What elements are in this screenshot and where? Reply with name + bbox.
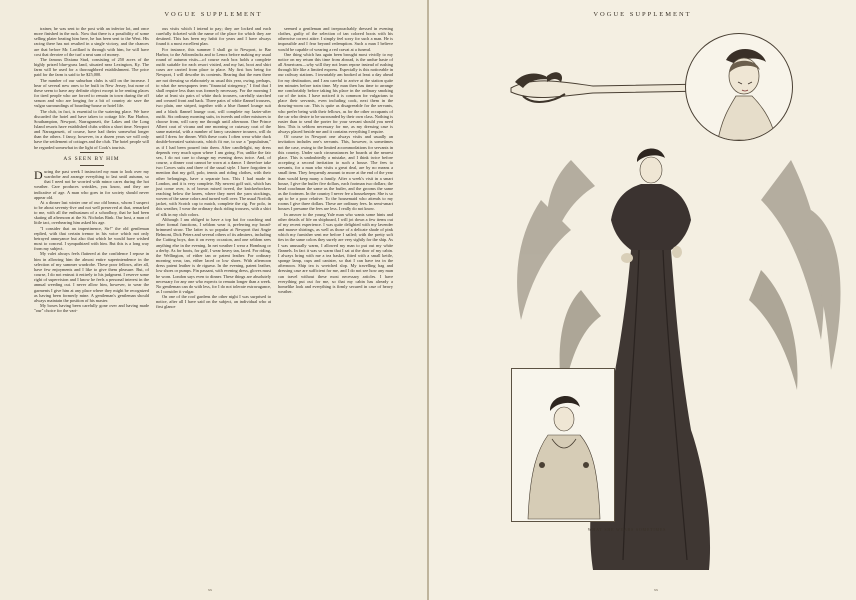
running-head: VOGUE SUPPLEMENT [164,11,263,18]
text-column-2 [156,26,271,574]
section-title: AS SEEN BY HIM [63,155,120,162]
paragraph-list [156,26,271,310]
section-rule [80,152,104,153]
column-1-bottom-paragraphs [34,169,149,313]
paragraph: The number of our suburban clubs is still on the increase. I hear of several new ones to be built in New Jersey, but none of these seem to have any definite object except to be renting places for tired people who are forced to remain in town during the off season and who are longing for a bit of country air save the vulgar surroundings of boarding-house or hotel life. [34,77,149,109]
paragraph: uring the past week I instructed my man to look over my wardrobe and arrange everything to last until autumn, so that I need not be worried with minor cares during the hot weather. Care produces wrinkles, you know, and they are indicative of age. A man who goes in for society should never appear old. [34,168,149,200]
illustration-caption: WHAT SHE WEARS SOMETIMES [587,527,667,532]
left-page [0,0,427,600]
framed-sketch [511,368,615,522]
running-head: VOGUE SUPPLEMENT [593,11,692,18]
paragraph: The club, in fact, is essential to the watering place. We have discarded the hotel and have taken to cottage life. Bar Harbor, Southampton, Newport, Narragansett, the Lakes and the Long Island resorts have established clubs within a short time. Newport and Narragansett, of course, have had theirs somewhat longer than the others. I fancy, however, in a dozen years we will only have the settlement of cottages and the club. The hotel people will be regarded somewhat in the light of Cook's tourists. [34,108,149,150]
paragraph-list [278,26,393,294]
right-page [429,0,856,600]
paragraph: trainer, he was sent to the post with an inferior lot, and once more finished in the ruck. Now that there is a possibility of some selling plater beating him here, he has been sent to the West. His racing there has not resulted in a single victory, and the chances are that before Mr. Lorillard is through with him, he will have cost that devotee of the turf a neat sum of money. [34,26,149,57]
paragraph: My boxes having been carefully gone over and having made "our" choice for the vari- [34,302,149,314]
text-column-1 [34,26,149,574]
paragraph: On one of the roof gardens the other night I was surprised to notice, after all I have said on the subject, an individual who at first glance [156,294,271,310]
paragraph: In answer to the young Yale man who wants some hints and other details of life on shipboard, I will jot down a few items out of my recent experience. I was quite delighted with my lavender and mauve shirtings, as well as those of a delicate shade of pink which my furnisher sent me before I sailed; with the pretty soft ties in the same colors they surely are very sightly for the ship. As I was unusually warm, I allowed my man to put out my white flannels. In fact it was so warm that I sat at the door of my cabin. I always bring with me a tea basket, fitted with a small kettle, sponge lamp, cups and canister, so that I can have tea in the afternoon. Ship tea is wretched slop. My travelling bag and dressing case are sufficient for me, and I do not see how any man can travel without these most necessary articles. I have everything put out for me, so that my cabin has already a homelike look and everything is firmly secured in case of heavy weather. [278,211,393,294]
paragraph: One thing which has again been brought most vividly to my notice on my return this time from abroad, is the undue haste of all Americans—why will they not learn repose instead of rushing through life like a limited express. Especially is this noticeable in our railway stations. I invariably am booked at least a day ahead for my destination, and I am careful to arrive at the station quite ten minutes before train time. My man then has time to arrange me comfortably before taking his place in the ordinary smoking car of the train. I have noticed it is common for vulgarians to place their servants, even including cook, next them in the drawing-room car. This is quite as disagreeable for the servants, who prefer being with their fellows, as for the other occupants of the car who desire to be surrounded by their own class. Nothing is easier than to send the porter for your servant should you need him. This is seldom necessary for me, as my dressing case is always placed beside me and it contains everything I require. [278,51,393,135]
page-number: xx [208,587,212,592]
paragraph: For instance, this summer I shall go to Newport, to Bar Harbor, to the Adirondacks and to Lenox before making my usual round of autumn visits—of course each box holds a complete outfit suitable for each resort visited, and my hat, boot and shirt cases are carried from place to place. My first box being for Newport, I will describe its contents. Bearing that the men there are not dressing so elaborately as usual this year, owing, perhaps, to what the newspapers term "financial stringency," I find that I shall require less than was formerly necessary. For the morning I take at least six pairs of white duck trousers, carefully starched and creased front and back. Three pairs of white flannel trousers, two plain, one striped, together with a blue flannel lounge suit and a black flannel lounge coat, will complete my lazier-after outfit. Six ordinary morning suits, in tweeds and other mixtures to choose from, will carry me through until afternoon. One Prince Albert coat of vicuna and one morning or cutaway coat of the same material, with a number of fancy cassimere trousers, will do until I dress for dinner. With these coats I often wear white duck double-breasted waistcoats, which fit me, to use a "populatism," as if I had been poured into them. After candlelight, my dress depends very much upon where I am going. For, unlike the fair sex, I do not care to change my evening dress twice. And, of course, a dinner coat cannot be worn at a dance. I therefore take two Cowes suits and three of the usual style. I have forgotten to mention that my golf, polo, tennis and riding clothes, with their other belongings, have a separate box. This I had made in London, and it is very complete. My newest golf suit, which has just come over, is of brown mixed tweed, the knickerbockers reaching below the knees, where they meet the yarn stockings, woven of the same colors and turned well over. The usual Norfolk jacket, with Scotch cap to match, complete the rig. For polo, in this weather, I wear the ordinary duck riding trousers, with a shirt of silk in my club colors. [156,46,271,217]
paragraph-list [34,200,149,313]
section-rule [80,165,104,166]
paragraph: Although I am obliged to have a top hat for coaching and other formal functions, I seldom wear it, preferring my broad-brimmed straw. The latter is so popular at Newport that Angie Belmont, Dick Peters and several others of its admirers, including the Cutting boys, don it on every occasion, and one seldom sees anything else in the evening. In net weather I wear a Homburg or a derby. As for boots, for golf, I wear heavy tan, laced. For riding, the Wellington, of either tan or patent leather. For ordinary morning wear, tan, either laced or low shoes. With afternoon dress patent leather is de rigueur. In the evening, patent leather, low shoes or pumps. Fin passant, with evening dress, gloves must be worn. London says even to dinner. These things are absolutely necessary for any one who expects to remain longer than a week. No gentleman can do with less, for I do not tolerate extravagance, as I consider it vulgar. [156,216,271,294]
paragraph: ous visits which I intend to pay; they are locked and each carefully ticketed with the name of the place for which they are destined. This has been my habit for years and I have always found it a most excellent plan. [156,26,271,47]
paragraph: seemed a gentleman and irreproachably dressed in evening clothes, guilty of the selection of tan colored boots with his otherwise correct attire. I simply feel sorry for such a man. He is impossible and I fear beyond redemption. Such a man I believe would be capable of wearing a red cravat at a funeral. [278,26,393,52]
paragraph: Of course in Newport one always visits and usually an invitation includes one's servants. This, however, is sometimes not the case, owing to the limited accommodations for servants in this country. Under such circumstances he boards at the nearest place. This is undoubtedly a mistake, and I think twice before accepting a second invitation to such a house. The fees to servants, for a man who visits a great deal, are by no means a small item. They frequently amount to more at the end of the year than would keep many a family. After a week's visit in a smart house, I give the butler five dollars, each footman two dollars; the head coachman the same as the butler, and the grooms the same as the footmen. In the country I never fee a housekeeper. She is so apt to be a poor relative. To the housemaid who attends to my rooms I give three dollars. These are ordinary fees. In semi-smart houses I presume the fees are less. I really do not know. [278,134,393,212]
column-1-top-paragraphs [34,26,149,150]
paragraph: At a dinner last winter one of our old beaux, whom I suspect to be about seventy-five and not well preserved at that, remarked to me, with all the enthusiasm of a schoolboy, that he had been skating all afternoon at the St. Nicholas Rink. Our host, a man of little tact, overhearing him asked his age. [34,199,149,226]
seated-lady-sketch-icon [512,369,614,521]
paragraph: The famous Dixiana Stud, consisting of 250 acres of the highly prized blue-grass land, situated near Lexington, Ky. The farm will be used for a thoroughbred establishment. The price paid for the farm is said to be $25,000. [34,56,149,78]
paragraph: My valet always feels flattered at the confidence I repose in him in allowing him the almost entire superintendence in the selection of my summer wardrobe. These poor fellows, after all, have few enjoyments and I like to give them pleasure. But, of course, I do not entrust it entirely to his judgment. I reserve some right of supervision and I know he feels a personal interest in the annual weeding out. I never allow him, however, to wear the garments I give him at any place where they might be recognized as having been formerly mine. A gentleman's gentleman should always maintain the position of his master. [34,251,149,303]
drop-cap: D [34,167,43,182]
page-number: xx [654,587,658,592]
paragraph: "I consider that an impertinence, Sir!" the old gentleman replied, with that certain tremor in his voice which not only betrayed annoyance but also that which he would have wished most to conceal. I sympathized with him. But this is a long way from my subject. [34,225,149,252]
text-column-3 [278,26,393,574]
